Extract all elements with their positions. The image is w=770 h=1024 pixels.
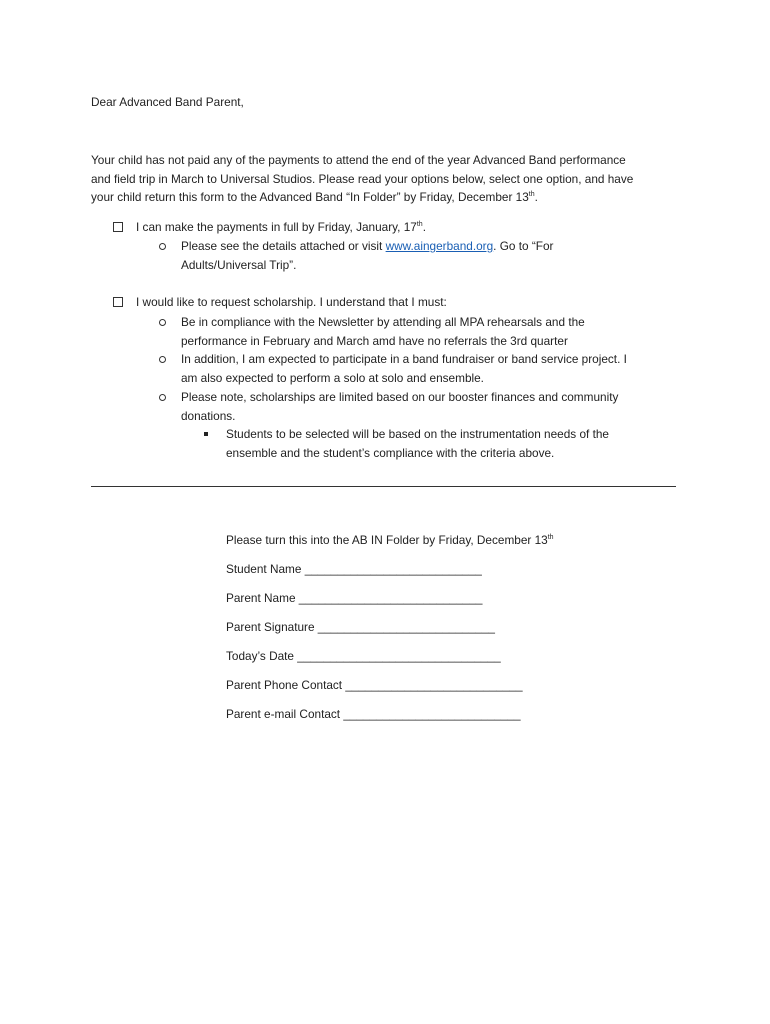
parent-phone-field[interactable]: Parent Phone Contact ___________________________	[226, 678, 523, 692]
option1-detail	[181, 237, 553, 256]
intro-line-3-end: .	[534, 190, 538, 204]
bullet-circle	[159, 319, 166, 326]
option1-label-text: I can make the payments in full by Friday, January, 17	[136, 220, 417, 234]
option1-detail-text: Please see the details attached or visit	[181, 239, 386, 253]
option1-label-end: .	[422, 220, 426, 234]
form-instruction-sup: th	[547, 534, 554, 542]
intro-line-3	[91, 188, 538, 207]
student-name-field[interactable]: Student Name ___________________________	[226, 562, 482, 576]
intro-line-2: and field trip in March to Universal Studios. Please read your options below, select one option, and have	[91, 171, 634, 186]
option1-detail-line2: Adults/Universal Trip”.	[181, 257, 297, 272]
parent-signature-field[interactable]: Parent Signature ___________________________	[226, 620, 495, 634]
form-instruction-text: Please turn this into the AB IN Folder by Friday, December 13	[226, 533, 548, 547]
option2-item-1-line2: performance in February and March amd have no referrals the 3rd quarter	[181, 333, 568, 348]
option2-item-3-line2: donations.	[181, 408, 236, 423]
option2-checkbox[interactable]	[113, 297, 123, 307]
todays-date-field[interactable]: Today’s Date _______________________________	[226, 649, 501, 663]
option2-subitem-line1: Students to be selected will be based on the instrumentation needs of the	[226, 427, 609, 441]
option2-item-1-line1: Be in compliance with the Newsletter by attending all MPA rehearsals and the	[181, 315, 585, 329]
option2-label: I would like to request scholarship. I understand that I must:	[136, 295, 447, 309]
option1-label-sup: th	[416, 221, 423, 229]
option1-checkbox[interactable]	[113, 222, 123, 232]
divider-line	[91, 486, 676, 487]
parent-email-field[interactable]: Parent e-mail Contact ___________________________	[226, 707, 521, 721]
option2-item-2-line1: In addition, I am expected to participate in a band fundraiser or band service project. I	[181, 352, 627, 366]
option2-subitem-line2: ensemble and the student’s compliance with the criteria above.	[226, 445, 555, 460]
bullet-circle	[159, 243, 166, 250]
aingerband-link[interactable]: www.aingerband.org	[385, 239, 494, 253]
intro-line-3-text: your child return this form to the Advanced Band “In Folder” by Friday, December 13	[91, 190, 529, 204]
option1-label	[136, 218, 426, 237]
parent-name-field[interactable]: Parent Name ____________________________	[226, 591, 483, 605]
option1-detail-post: . Go to “For	[493, 239, 554, 253]
intro-line-3-sup: th	[528, 191, 535, 199]
intro-line-1: Your child has not paid any of the payments to attend the end of the year Advanced Band performance	[91, 153, 626, 167]
bullet-circle	[159, 356, 166, 363]
option2-item-2-line2: am also expected to perform a solo at solo and ensemble.	[181, 370, 484, 385]
bullet-square	[204, 432, 208, 436]
bullet-circle	[159, 394, 166, 401]
form-instruction	[226, 531, 554, 550]
option2-item-3-line1: Please note, scholarships are limited based on our booster finances and community	[181, 390, 619, 404]
greeting: Dear Advanced Band Parent,	[91, 95, 244, 109]
